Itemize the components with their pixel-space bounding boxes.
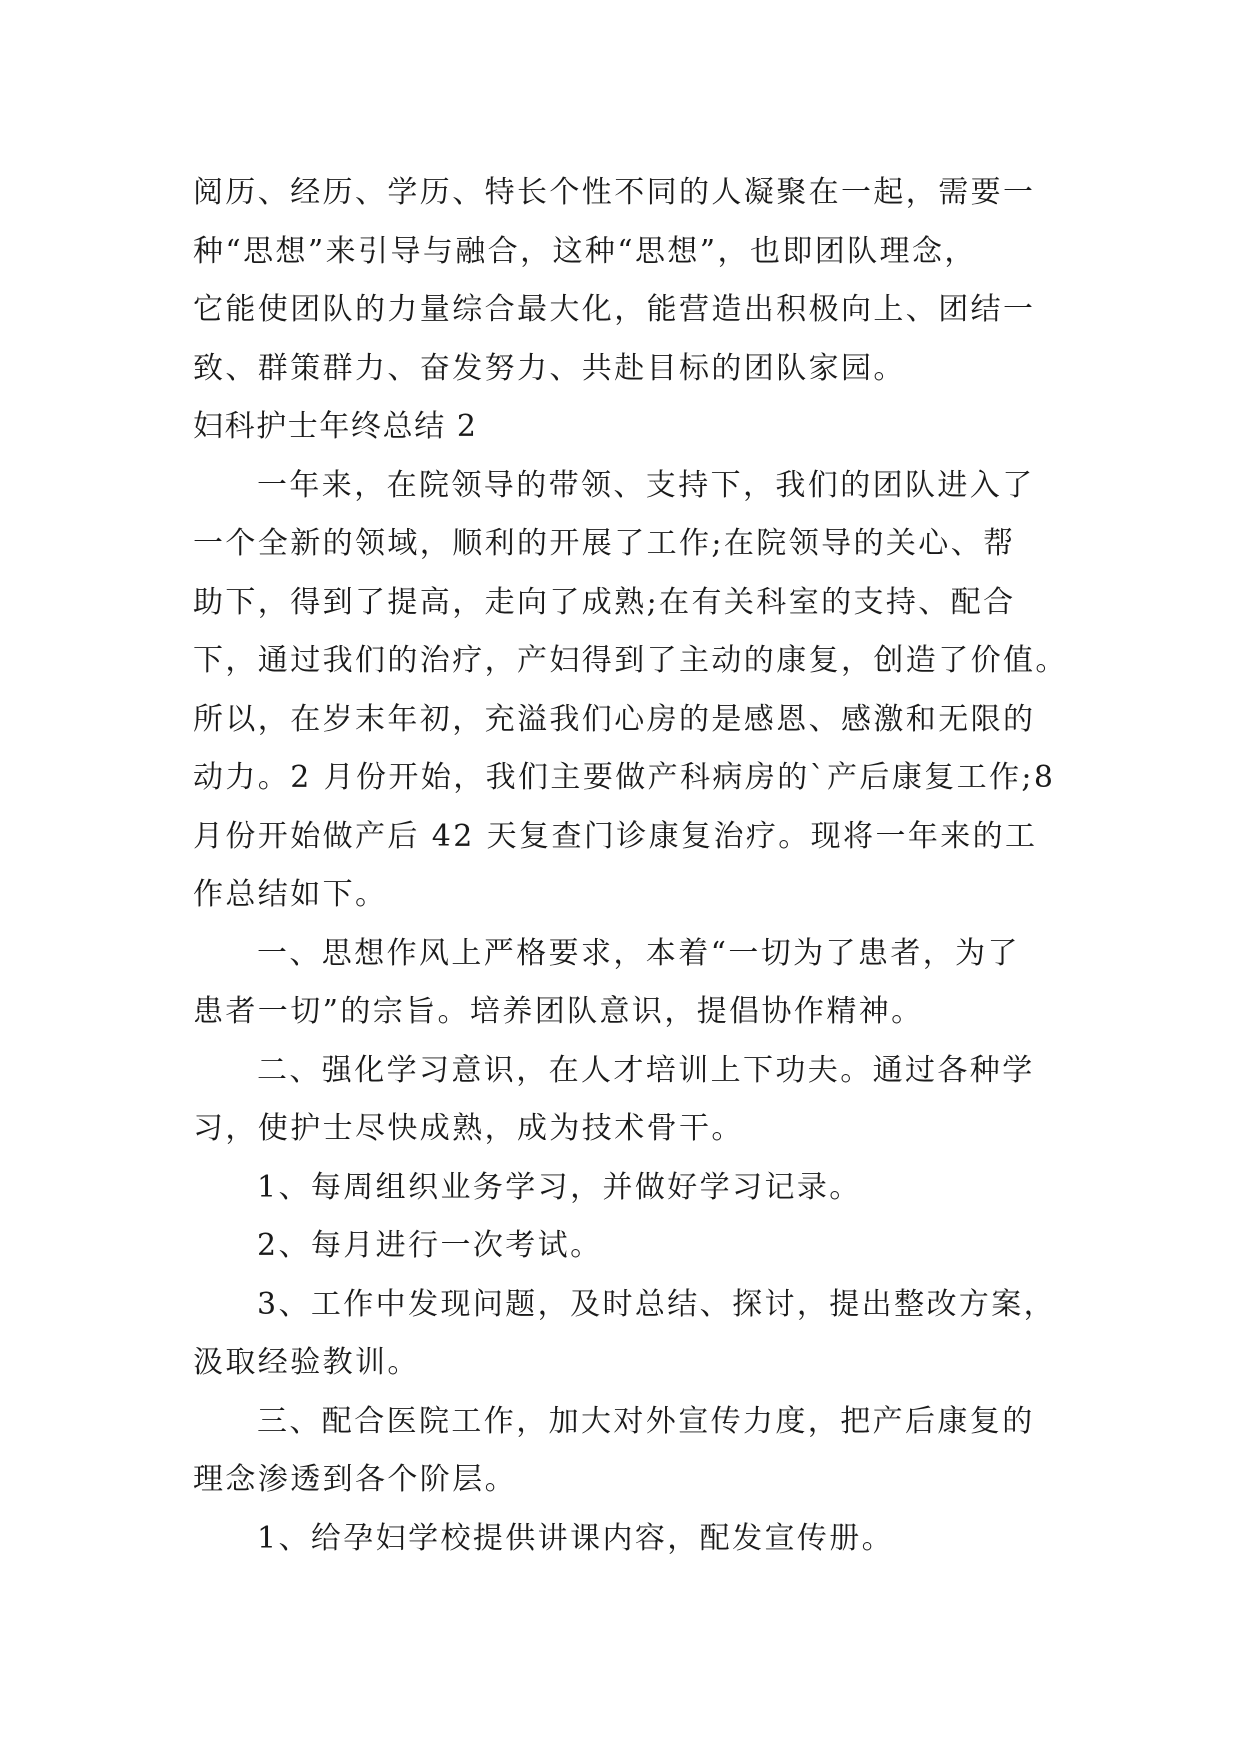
text-line: 一个全新的领域，顺利的开展了工作;在院领导的关心、帮 xyxy=(193,526,1016,561)
list-item: 1、每周组织业务学习，并做好学习记录。 xyxy=(257,1169,862,1205)
text-line: 月份开始做产后 42 天复查门诊康复治疗。现将一年来的工 xyxy=(193,818,1038,854)
text-line: 理念渗透到各个阶层。 xyxy=(193,1462,517,1497)
text-line: 作总结如下。 xyxy=(193,877,388,912)
section-heading: 妇科护士年终总结 2 xyxy=(193,409,478,444)
paragraph-first-line: 二、强化学习意识，在人才培训上下功夫。通过各种学 xyxy=(257,1052,1035,1088)
paragraph-first-line: 一年来，在院领导的带领、支持下，我们的团队进入了 xyxy=(257,467,1035,503)
list-item: 1、给孕妇学校提供讲课内容，配发宣传册。 xyxy=(257,1520,895,1556)
text-line: 致、群策群力、奋发努力、共赴目标的团队家园。 xyxy=(193,350,906,386)
text-line: 习，使护士尽快成熟，成为技术骨干。 xyxy=(193,1111,744,1146)
text-line: 阅历、经历、学历、特长个性不同的人凝聚在一起，需要一 xyxy=(193,175,1036,210)
list-item: 2、每月进行一次考试。 xyxy=(257,1228,603,1263)
text-line: 汲取经验教训。 xyxy=(193,1345,420,1380)
text-line: 种“思想”来引导与融合，这种“思想”，也即团队理念， xyxy=(193,233,977,269)
text-line: 所以，在岁末年初，充溢我们心房的是感恩、感激和无限的 xyxy=(193,701,1036,737)
text-line: 它能使团队的力量综合最大化，能营造出积极向上、团结一 xyxy=(193,292,1036,327)
text-line: 患者一切”的宗旨。培养团队意识，提倡协作精神。 xyxy=(193,994,924,1029)
paragraph-first-line: 一、思想作风上严格要求，本着“一切为了患者，为了 xyxy=(257,935,1020,971)
text-line: 下，通过我们的治疗，产妇得到了主动的康复，创造了价值。 xyxy=(193,643,1068,678)
document-body xyxy=(193,164,1068,1568)
text-line: 助下，得到了提高，走向了成熟;在有关科室的支持、配合 xyxy=(193,584,1016,620)
text-line: 动力。2 月份开始，我们主要做产科病房的`产后康复工作;8 xyxy=(193,760,1056,795)
paragraph-first-line: 三、配合医院工作，加大对外宣传力度，把产后康复的 xyxy=(257,1403,1035,1439)
list-item: 3、工作中发现问题，及时总结、探讨，提出整改方案， xyxy=(257,1286,1057,1322)
